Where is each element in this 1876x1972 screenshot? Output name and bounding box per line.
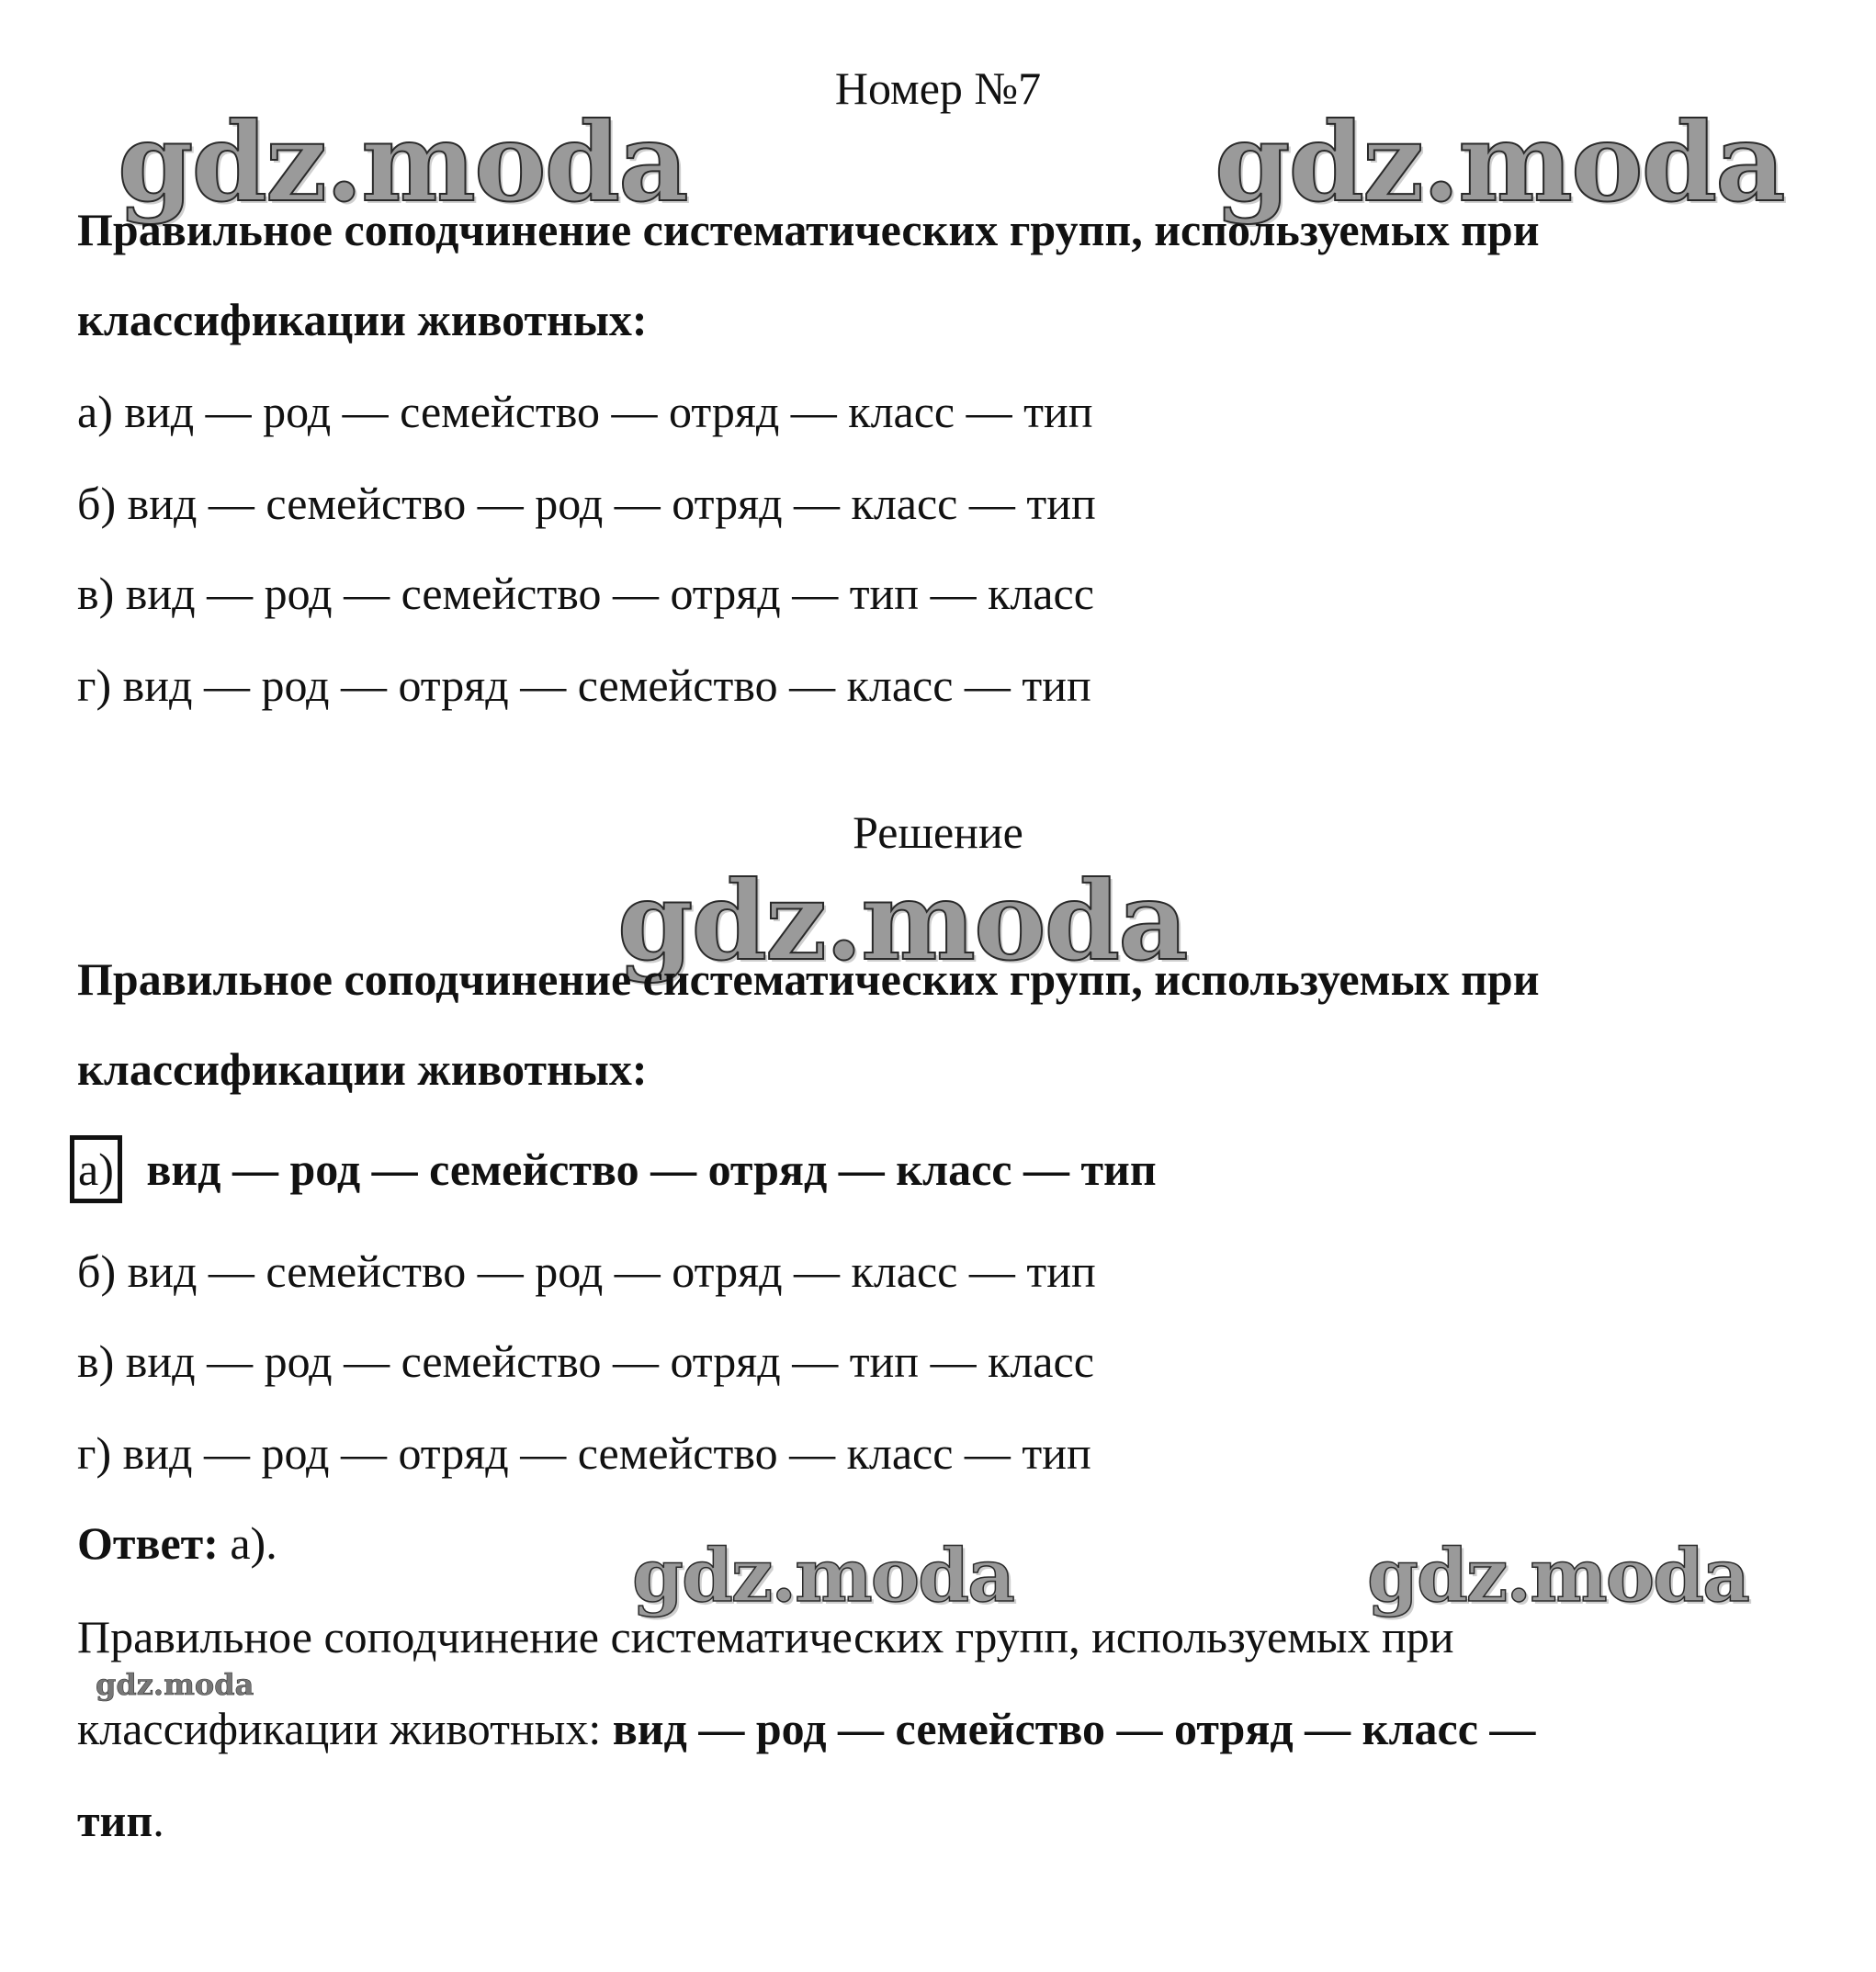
explanation-bold: вид — род — семейство — отряд — класс —	[612, 1703, 1536, 1754]
solution-option-c: в) вид — род — семейство — отряд — тип — класс	[77, 1335, 1094, 1387]
solution-title: Решение	[853, 806, 1023, 858]
question-option-a: а) вид — род — семейство — отряд — класс — тип	[77, 386, 1093, 437]
watermark-logo: gdz.moda	[1367, 1532, 1748, 1618]
correct-option-text: вид — род — семейство — отряд — класс — тип	[146, 1144, 1157, 1195]
explanation-line3	[77, 1793, 164, 1848]
explanation-plain: классификации животных:	[77, 1703, 613, 1754]
solution-text-line1: Правильное соподчинение систематических групп, используемых при	[77, 953, 1540, 1005]
watermark-logo: gdz.moda	[1215, 98, 1784, 226]
question-text-line2: классификации животных:	[77, 294, 648, 345]
answer-line	[77, 1516, 277, 1571]
watermark-logo: gdz.moda	[96, 1667, 254, 1702]
question-text-line1: Правильное соподчинение систематических групп, используемых при	[77, 204, 1540, 255]
explanation-line1: Правильное соподчинение систематических групп, используемых при	[77, 1611, 1454, 1662]
answer-label: Ответ:	[77, 1517, 219, 1569]
question-option-d: г) вид — род — отряд — семейство — класс — тип	[77, 659, 1091, 711]
explanation-period: .	[153, 1795, 164, 1846]
explanation-line2	[77, 1701, 1535, 1756]
answer-value: а).	[218, 1517, 277, 1569]
solution-correct-option	[77, 1135, 1157, 1203]
explanation-bold-end: тип	[77, 1795, 153, 1846]
question-option-b: б) вид — семейство — род — отряд — класс — тип	[77, 478, 1096, 529]
question-option-c: в) вид — род — семейство — отряд — тип — класс	[77, 568, 1094, 619]
solution-text-line2: классификации животных:	[77, 1043, 648, 1095]
watermark-logo: gdz.moda	[632, 1532, 1013, 1618]
solution-option-b: б) вид — семейство — род — отряд — класс — тип	[77, 1245, 1096, 1297]
watermark-logo: gdz.moda	[617, 857, 1187, 985]
problem-title: Номер №7	[834, 62, 1042, 114]
watermark-logo: gdz.moda	[118, 98, 687, 226]
correct-option-marker: а)	[70, 1135, 122, 1203]
solution-option-d: г) вид — род — отряд — семейство — класс — тип	[77, 1427, 1091, 1479]
